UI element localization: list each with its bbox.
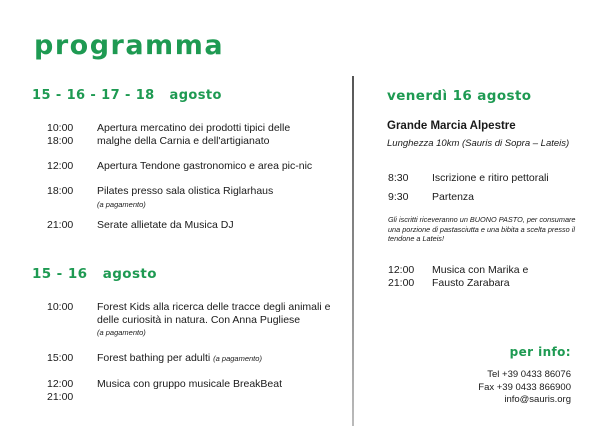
row-text xyxy=(97,352,347,366)
row-text: Partenza xyxy=(432,191,475,203)
schedule-row xyxy=(47,185,347,211)
schedule-row xyxy=(47,378,347,406)
fax-number: Fax +39 0433 866900 xyxy=(478,381,571,393)
page-title: programma xyxy=(34,30,225,61)
row-time: 21:00 xyxy=(47,219,74,231)
column-divider xyxy=(352,76,354,426)
row-text: Serate allietate da Musica DJ xyxy=(97,219,234,231)
schedule-row xyxy=(388,191,598,205)
date-15: 15 - xyxy=(32,266,63,282)
date-15: 15 - xyxy=(32,88,62,103)
month-label: agosto xyxy=(169,88,222,103)
schedule-row xyxy=(47,219,347,233)
date-17: 17 - xyxy=(101,88,131,103)
row-text-main: Pilates presso sala olistica Riglarhaus xyxy=(97,185,274,197)
schedule-row xyxy=(388,172,598,186)
row-time: 10:00 18:00 xyxy=(47,122,74,147)
schedule-row xyxy=(47,301,347,341)
row-time: 10:00 xyxy=(47,301,74,313)
row-text-main: Forest bathing per adulti xyxy=(97,352,211,364)
row-time: 15:00 xyxy=(47,352,74,364)
schedule-row xyxy=(47,122,347,152)
row-text: Iscrizione e ritiro pettorali xyxy=(432,172,549,184)
schedule-row xyxy=(47,160,347,174)
event-subtitle: Lunghezza 10km (Sauris di Sopra – Lateis) xyxy=(387,138,570,149)
date-16: 16 - xyxy=(66,88,97,103)
voucher-note: Gli iscritti riceveranno un BUONO PASTO, per consumare una porzione di pastasciutta e una bibita a scelta presso il tendone a Lateis! xyxy=(388,215,576,244)
row-text: Apertura Tendone gastronomico e area pic-nic xyxy=(97,160,313,172)
phone-number: Tel +39 0433 86076 xyxy=(487,369,571,380)
row-text: Apertura mercatino dei prodotti tipici delle malghe della Carnia e dell'artigianato xyxy=(97,122,291,147)
row-note: (a pagamento) xyxy=(213,354,262,363)
row-text xyxy=(97,301,337,338)
row-time: 9:30 xyxy=(388,191,409,203)
row-text xyxy=(97,185,347,210)
row-time: 12:00 xyxy=(47,160,74,172)
info-heading: per info: xyxy=(509,345,571,359)
month-label: agosto xyxy=(102,266,157,282)
section-heading-15-16-agosto xyxy=(32,266,157,282)
section-heading-15-18-agosto xyxy=(32,88,222,103)
schedule-row xyxy=(388,264,598,292)
row-text: Musica con Marika e Fausto Zarabara xyxy=(432,264,529,289)
date-18: 18 xyxy=(135,88,155,103)
schedule-row xyxy=(47,352,347,366)
row-time: 18:00 xyxy=(47,185,74,197)
email-link[interactable]: info@sauris.org xyxy=(504,394,571,405)
row-note: (a pagamento) xyxy=(97,199,146,209)
row-time: 12:00 21:00 xyxy=(47,378,74,403)
row-text-main: Forest Kids alla ricerca delle tracce degli animali e delle curiosità in natura. Con Anna Pugliese xyxy=(97,301,331,326)
row-text: Musica con gruppo musicale BreakBeat xyxy=(97,378,283,390)
date-16: 16 xyxy=(67,266,88,282)
event-title: Grande Marcia Alpestre xyxy=(387,120,516,132)
contact-info xyxy=(478,369,571,407)
row-time: 8:30 xyxy=(388,172,409,184)
row-note: (a pagamento) xyxy=(97,328,146,337)
row-time: 12:00 21:00 xyxy=(388,264,415,289)
section-heading-venerdi: venerdì 16 agosto xyxy=(387,88,532,104)
